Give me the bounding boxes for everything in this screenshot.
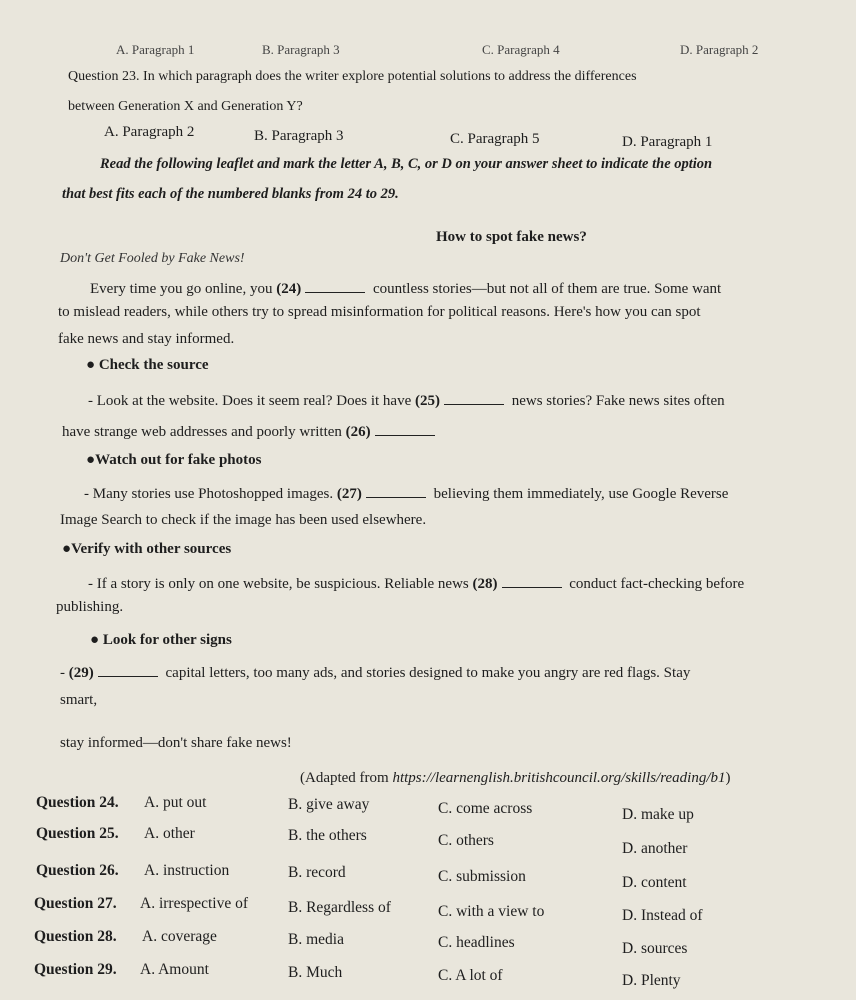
option-a: A. irrespective of <box>140 895 249 912</box>
option-a: A. instruction <box>144 862 230 879</box>
source-suffix: ) <box>725 770 731 786</box>
intro-text-b: countless stories—but not all of them are true. Some want <box>372 281 722 297</box>
section-1-text-c: have strange web addresses and poorly written <box>62 424 342 440</box>
option-a: A. put out <box>144 794 207 811</box>
blank-29-label: (29) <box>68 665 94 681</box>
option-a: A. other <box>144 825 195 842</box>
section-2-line1 <box>84 485 728 503</box>
blank-27 <box>366 485 426 498</box>
blank-28-label: (28) <box>472 576 498 592</box>
blank-28 <box>502 575 562 588</box>
section-heading-3-text: Verify with other sources <box>71 541 232 557</box>
question-label: Question 27. <box>34 895 117 912</box>
leaflet-subtitle: Don't Get Fooled by Fake News! <box>60 251 245 266</box>
section-1-text-a: - Look at the website. Does it seem real? Does it have <box>88 393 412 409</box>
section-1-line2 <box>62 423 439 441</box>
q22-option-a: A. Paragraph 1 <box>116 42 195 57</box>
blank-25-label: (25) <box>414 393 440 409</box>
option-c: C. others <box>438 832 494 849</box>
question-label: Question 24. <box>36 794 119 811</box>
option-b: B. give away <box>288 796 370 813</box>
leaflet-intro-line1 <box>90 280 721 298</box>
leaflet-intro-line3: fake news and stay informed. <box>58 331 235 347</box>
blank-24 <box>305 280 365 293</box>
option-a: A. Amount <box>140 961 209 978</box>
option-c: C. submission <box>438 868 526 885</box>
blank-26 <box>375 423 435 436</box>
section-heading-4-text: Look for other signs <box>102 632 232 648</box>
question-label: Question 25. <box>36 825 119 842</box>
option-b: B. Much <box>288 964 343 981</box>
q23-option-c: C. Paragraph 5 <box>450 131 540 147</box>
section-heading-1-text: Check the source <box>98 357 209 373</box>
section-2-text-b: believing them immediately, use Google Reverse <box>433 486 729 502</box>
blank-25 <box>444 392 504 405</box>
option-c: C. A lot of <box>438 967 503 984</box>
q22-option-c: C. Paragraph 4 <box>482 42 560 57</box>
section-4-text-b: capital letters, too many ads, and stories designed to make you angry are red flags. Stay <box>165 665 691 681</box>
section-heading-2-text: Watch out for fake photos <box>95 452 262 468</box>
section-2-text-a: - Many stories use Photoshopped images. <box>84 486 334 502</box>
option-c: C. headlines <box>438 934 515 951</box>
question-label: Question 29. <box>34 961 117 978</box>
section-1-line1 <box>88 392 725 410</box>
blank-29 <box>98 664 158 677</box>
option-d: D. Instead of <box>622 907 703 924</box>
option-d: D. make up <box>622 806 694 823</box>
section-4-line1 <box>60 664 690 682</box>
q22-option-b: B. Paragraph 3 <box>262 42 340 57</box>
leaflet-title: How to spot fake news? <box>436 229 587 245</box>
option-c: C. come across <box>438 800 533 817</box>
leaflet-closing: stay informed—don't share fake news! <box>60 735 292 751</box>
leaflet-intro-line2: to mislead readers, while others try to spread misinformation for political reasons. Here's how you can spot <box>58 304 701 320</box>
section-heading-3: ●Verify with other sources <box>62 541 232 557</box>
section-3-text-a: - If a story is only on one website, be suspicious. Reliable news <box>88 576 469 592</box>
option-b: B. Regardless of <box>288 899 391 916</box>
q23-option-d: D. Paragraph 1 <box>622 134 713 150</box>
q23-text-line1: Question 23. In which paragraph does the writer explore potential solutions to address the differences <box>68 69 637 84</box>
option-b: B. the others <box>288 827 367 844</box>
question-label: Question 26. <box>36 862 119 879</box>
q23-text-line2: between Generation X and Generation Y? <box>68 99 303 114</box>
option-a: A. coverage <box>142 928 217 945</box>
option-d: D. content <box>622 874 687 891</box>
blank-24-label: (24) <box>276 281 302 297</box>
intro-text-a: Every time you go online, you <box>90 281 273 297</box>
option-b: B. media <box>288 931 344 948</box>
option-d: D. Plenty <box>622 972 681 989</box>
source-prefix: (Adapted from <box>300 770 393 786</box>
q23-option-a: A. Paragraph 2 <box>104 124 195 140</box>
blank-26-label: (26) <box>345 424 371 440</box>
q23-option-b: B. Paragraph 3 <box>254 128 344 144</box>
option-c: C. with a view to <box>438 903 545 920</box>
section-4-line2: smart, <box>60 692 98 708</box>
section-3-line1 <box>88 575 744 593</box>
q22-option-d: D. Paragraph 2 <box>680 42 759 57</box>
option-d: D. another <box>622 840 688 857</box>
section-heading-1: ● Check the source <box>86 357 209 373</box>
section-3-line2: publishing. <box>56 599 124 615</box>
instruction-line2: that best fits each of the numbered blanks from 24 to 29. <box>62 186 399 202</box>
source-note <box>300 770 731 787</box>
section-4-text-a: - <box>60 665 65 681</box>
source-url: https://learnenglish.britishcouncil.org/skills/reading/b1 <box>392 770 726 786</box>
question-label: Question 28. <box>34 928 117 945</box>
section-heading-4: ● Look for other signs <box>90 632 232 648</box>
instruction-line1: Read the following leaflet and mark the letter A, B, C, or D on your answer sheet to indicate the option <box>100 156 713 172</box>
option-d: D. sources <box>622 940 688 957</box>
section-1-text-b: news stories? Fake news sites often <box>511 393 725 409</box>
section-3-text-b: conduct fact-checking before <box>569 576 745 592</box>
section-heading-2: ●Watch out for fake photos <box>86 452 262 468</box>
blank-27-label: (27) <box>336 486 362 502</box>
option-b: B. record <box>288 864 346 881</box>
section-2-line2: Image Search to check if the image has been used elsewhere. <box>60 512 427 528</box>
